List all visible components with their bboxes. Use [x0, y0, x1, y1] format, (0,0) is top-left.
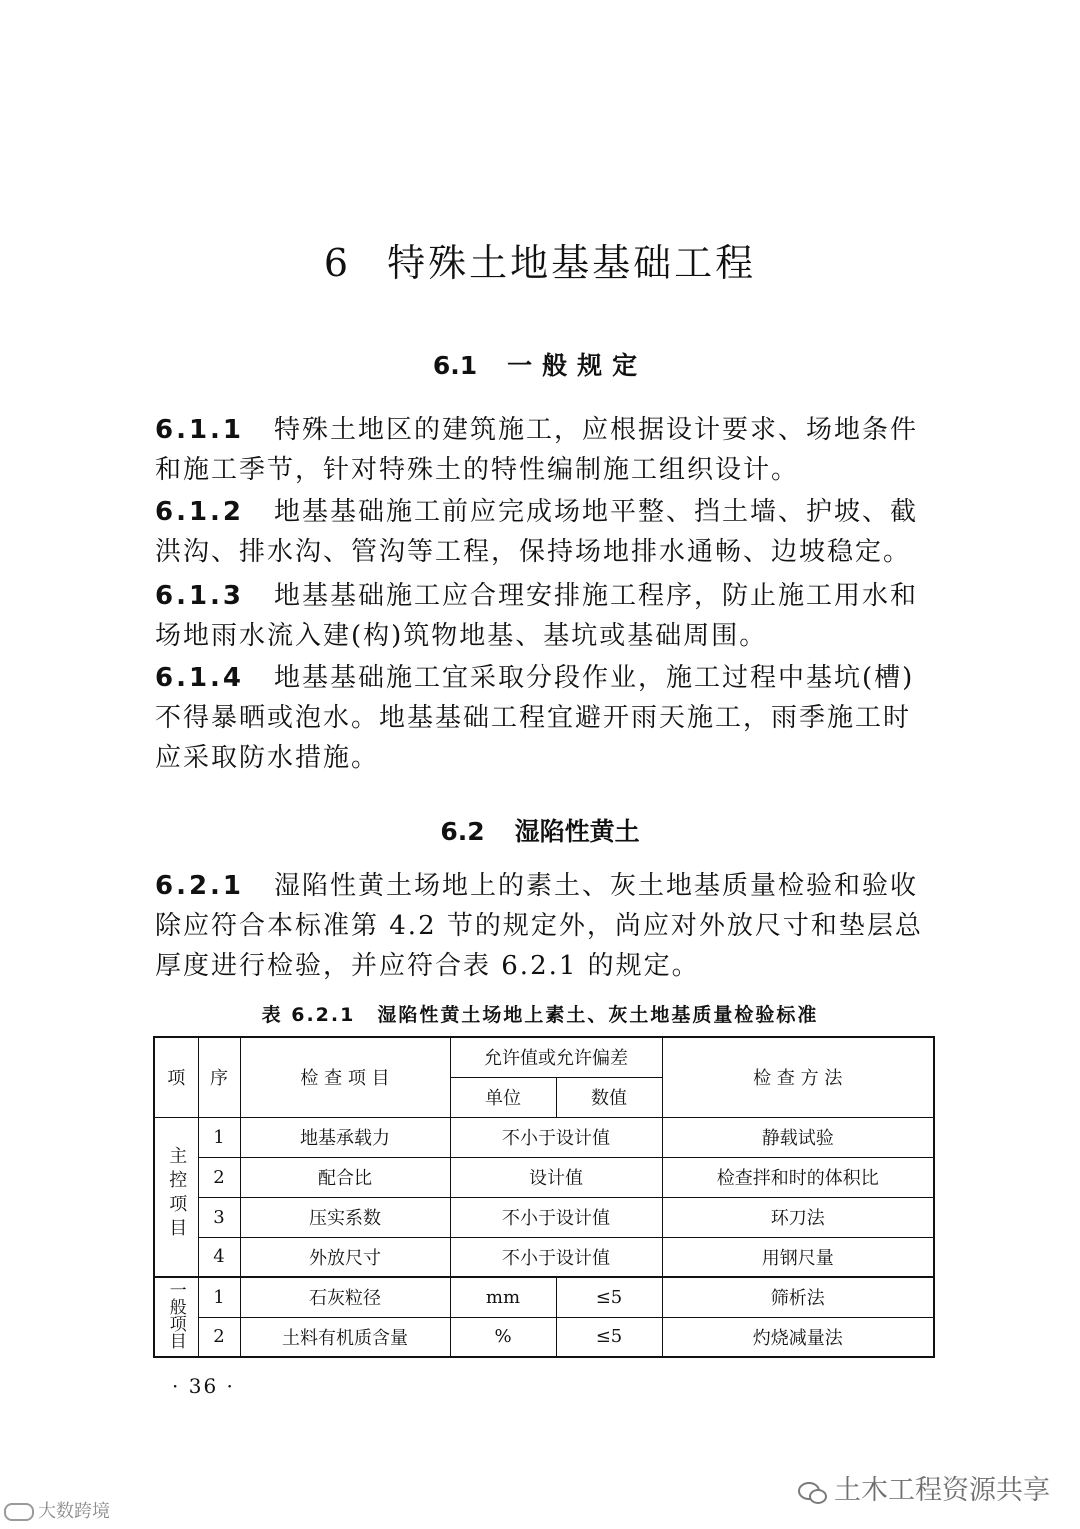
- table-row: [154, 1237, 934, 1277]
- chapter-title: [0, 232, 1080, 287]
- page-number: · 36 ·: [172, 1374, 235, 1398]
- clause-number: 6.2.1: [155, 871, 245, 901]
- clause-6-1-2: [155, 492, 935, 572]
- cell-item: 配合比: [240, 1157, 450, 1197]
- cell-value: ≤5: [556, 1277, 662, 1317]
- cell-method: 环刀法: [662, 1197, 934, 1237]
- header-allowance: 允许值或允许偏差: [450, 1037, 662, 1077]
- cell-method: 筛析法: [662, 1277, 934, 1317]
- cell-item: 外放尺寸: [240, 1237, 450, 1277]
- clause-text: 湿陷性黄土场地上的素土、灰土地基质量检验和验收除应符合本标准第 4.2 节的规定外，尚应对外放尺寸和垫层总厚度进行检验，并应符合表 6.2.1 的规定。: [155, 871, 923, 981]
- cell-seq: 3: [198, 1197, 240, 1237]
- section-title-text: 湿陷性黄土: [514, 817, 640, 846]
- watermark-right: [798, 1468, 1050, 1507]
- table-row: [154, 1197, 934, 1237]
- wechat-icon: [798, 1482, 826, 1502]
- cell-allowance: 不小于设计值: [450, 1117, 662, 1157]
- clause-6-1-1: [155, 410, 935, 490]
- loop-icon: [4, 1503, 34, 1521]
- cell-allowance: 设计值: [450, 1157, 662, 1197]
- clause-number: 6.1.1: [155, 415, 245, 445]
- clause-number: 6.1.2: [155, 497, 245, 527]
- clause-6-2-1: [155, 866, 935, 986]
- clause-text: 地基基础施工应合理安排施工程序，防止施工用水和场地雨水流入建(构)筑物地基、基坑或基础周围。: [155, 581, 919, 651]
- section-title-6-1: [0, 346, 1080, 382]
- section-title-text: 一般规定: [507, 351, 648, 380]
- cell-seq: 2: [198, 1317, 240, 1357]
- watermark-left-text: 大数跨境: [38, 1501, 110, 1522]
- cell-seq: 1: [198, 1277, 240, 1317]
- cell-unit: mm: [450, 1277, 556, 1317]
- chapter-title-text: 特殊土地基基础工程: [387, 241, 757, 285]
- clause-text: 地基基础施工宜采取分段作业，施工过程中基坑(槽)不得暴晒或泡水。地基基础工程宜避开雨天施工，雨季施工时应采取防水措施。: [155, 663, 915, 773]
- cell-seq: 1: [198, 1117, 240, 1157]
- header-method: 检 查 方 法: [662, 1037, 934, 1117]
- table-caption: [0, 1000, 1080, 1027]
- table-row: [154, 1317, 934, 1357]
- section-number: 6.2: [440, 817, 485, 846]
- quality-inspection-table: [153, 1036, 935, 1358]
- cell-unit: %: [450, 1317, 556, 1357]
- watermark-right-text: 土木工程资源共享: [834, 1475, 1050, 1506]
- cell-item: 地基承载力: [240, 1117, 450, 1157]
- table-row: [154, 1277, 934, 1317]
- header-value: 数值: [556, 1077, 662, 1117]
- cell-allowance: 不小于设计值: [450, 1237, 662, 1277]
- cell-method: 灼烧减量法: [662, 1317, 934, 1357]
- clause-6-1-4: [155, 658, 935, 778]
- table-header-row: [154, 1037, 934, 1077]
- group-general: [154, 1277, 198, 1357]
- group-label: 一般项目: [165, 1280, 186, 1349]
- clause-text: 地基基础施工前应完成场地平整、挡土墙、护坡、截洪沟、排水沟、管沟等工程，保持场地排水通畅、边坡稳定。: [155, 497, 919, 567]
- header-unit: 单位: [450, 1077, 556, 1117]
- group-label: 主控项目: [166, 1146, 188, 1243]
- cell-seq: 4: [198, 1237, 240, 1277]
- section-title-6-2: [0, 812, 1080, 848]
- cell-item: 土料有机质含量: [240, 1317, 450, 1357]
- cell-method: 检查拌和时的体积比: [662, 1157, 934, 1197]
- cell-method: 用钢尺量: [662, 1237, 934, 1277]
- table-caption-number: 表 6.2.1: [261, 1004, 356, 1026]
- cell-seq: 2: [198, 1157, 240, 1197]
- group-main-control: [154, 1117, 198, 1277]
- header-seq: 序: [198, 1037, 240, 1117]
- cell-allowance: 不小于设计值: [450, 1197, 662, 1237]
- watermark-left: [4, 1497, 110, 1523]
- header-item: 检 查 项 目: [240, 1037, 450, 1117]
- cell-method: 静载试验: [662, 1117, 934, 1157]
- table-row: [154, 1117, 934, 1157]
- clause-number: 6.1.4: [155, 663, 245, 693]
- clause-text: 特殊土地区的建筑施工，应根据设计要求、场地条件和施工季节，针对特殊土的特性编制施工组织设计。: [155, 415, 919, 485]
- section-number: 6.1: [432, 351, 478, 380]
- cell-item: 石灰粒径: [240, 1277, 450, 1317]
- table-caption-text: 湿陷性黄土场地上素土、灰土地基质量检验标准: [377, 1004, 819, 1026]
- chapter-number: 6: [323, 241, 352, 285]
- clause-number: 6.1.3: [155, 581, 245, 611]
- cell-value: ≤5: [556, 1317, 662, 1357]
- table-row: [154, 1157, 934, 1197]
- cell-item: 压实系数: [240, 1197, 450, 1237]
- header-category: 项: [154, 1037, 198, 1117]
- clause-6-1-3: [155, 576, 935, 656]
